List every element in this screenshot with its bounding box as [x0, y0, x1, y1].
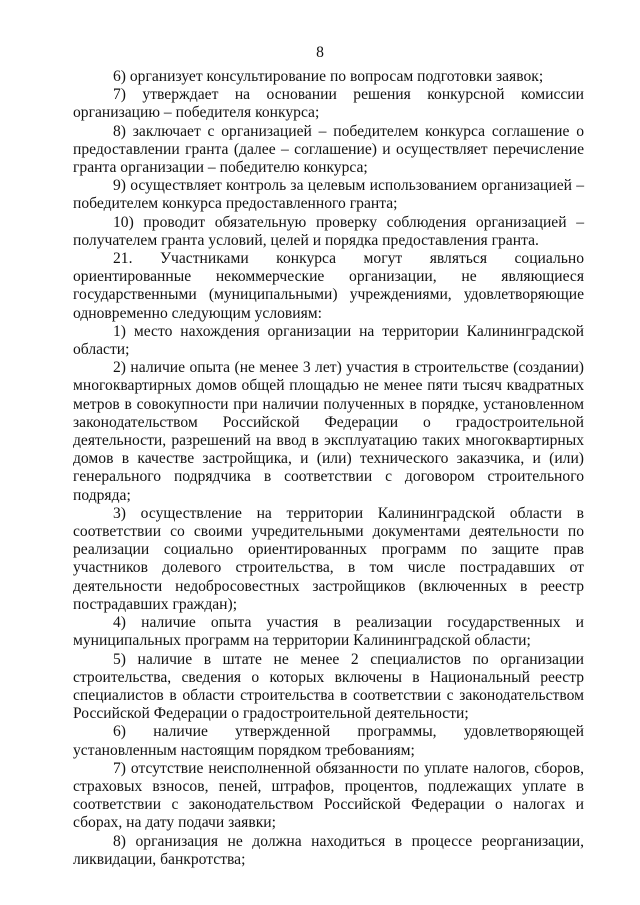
condition-3: 3) осуществление на территории Калининградской области в соответствии со своими учредительными документами деятельности по реализации социально ориентированных программ по защите прав участников долевого строительства, в том числе пострадавших от деятельности недобросовестных застройщиков (включенных в реестр пострадавших граждан); — [73, 504, 584, 613]
paragraph-item-7: 7) утверждает на основании решения конкурсной комиссии организацию – победителя конкурса; — [73, 86, 584, 122]
paragraph-item-9: 9) осуществляет контроль за целевым использованием организацией – победителем конкурса предоставленного гранта; — [73, 177, 584, 213]
page-number: 8 — [316, 44, 324, 61]
condition-5: 5) наличие в штате не менее 2 специалистов по организации строительства, сведения о которых включены в Национальный реестр специалистов в области строительства в соответствии с законодательством Российской Федерации о градостроительной деятельности; — [73, 650, 584, 723]
condition-7: 7) отсутствие неисполненной обязанности по уплате налогов, сборов, страховых взносов, пеней, штрафов, процентов, подлежащих уплате в соответствии с законодательством Российской Федерации о налогах и сборах, на дату подачи заявки; — [73, 759, 584, 832]
condition-2: 2) наличие опыта (не менее 3 лет) участия в строительстве (создании) многоквартирных домов общей площадью не менее пяти тысяч квадратных метров в совокупности при наличии полученных в порядке, установленном законодательством Российской Федерации о градостроительной деятельности, разрешений на ввод в эксплуатацию таких многоквартирных домов в качестве застройщика, и (или) технического заказчика, и (или) генерального подрядчика в соответствии с договором строительного подряда; — [73, 359, 584, 504]
paragraph-item-6: 6) организует консультирование по вопросам подготовки заявок; — [113, 68, 544, 85]
condition-6: 6) наличие утвержденной программы, удовлетворяющей установленным настоящим порядком требованиям; — [73, 723, 584, 759]
condition-1: 1) место нахождения организации на территории Калининградской области; — [73, 322, 584, 359]
paragraph-item-8: 8) заключает с организацией – победителем конкурса соглашение о предоставлении гранта (далее – соглашение) и осуществляет перечисление гранта организации – победителю конкурса; — [73, 122, 584, 177]
paragraph-clause-21: 21. Участниками конкурса могут являться социально ориентированные некоммерческие организации, не являющиеся государственными (муниципальными) учреждениями, удовлетворяющие одновременно следующим условиям: — [73, 250, 584, 322]
condition-8: 8) организация не должна находиться в процессе реорганизации, ликвидации, банкротства; — [73, 832, 584, 868]
document-body — [73, 68, 584, 869]
paragraph-item-10: 10) проводит обязательную проверку соблюдения организацией – получателем гранта условий, целей и порядка предоставления гранта. — [73, 213, 584, 249]
condition-4: 4) наличие опыта участия в реализации государственных и муниципальных программ на территории Калининградской области; — [73, 614, 584, 650]
